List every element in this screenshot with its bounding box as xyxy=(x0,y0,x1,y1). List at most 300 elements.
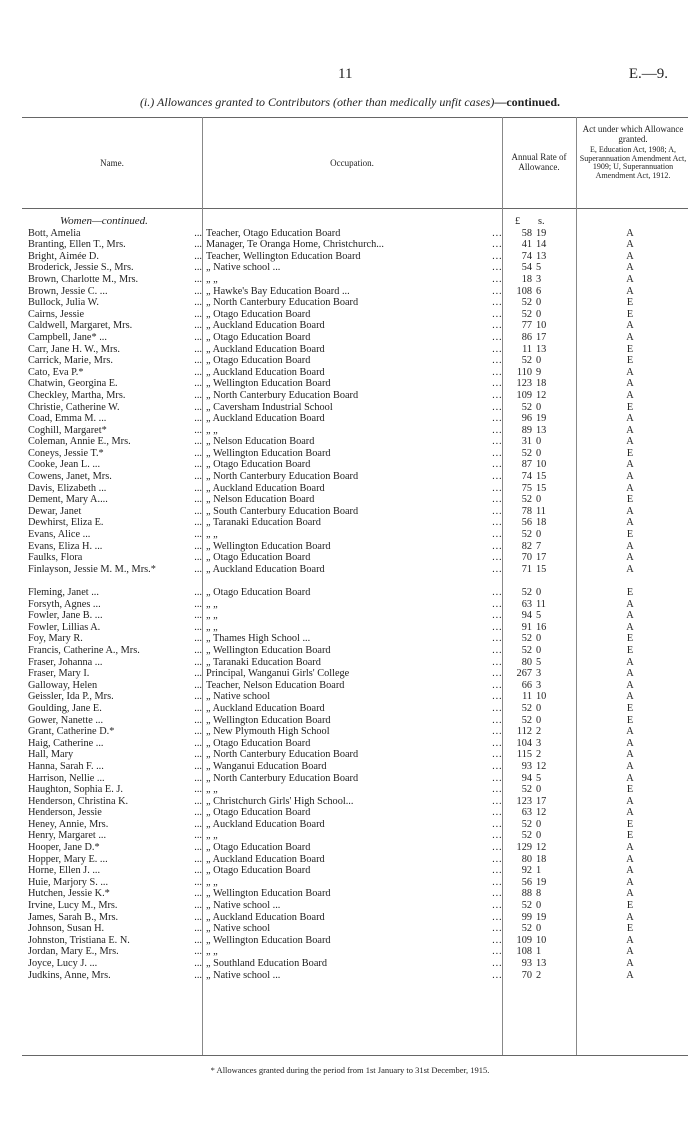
row-act: A xyxy=(626,679,634,691)
table-row xyxy=(0,854,700,866)
row-rate-pounds: 77 xyxy=(521,320,532,332)
leader-dots: ... xyxy=(194,807,202,819)
row-act: E xyxy=(626,714,634,726)
header-act-title: Act under which Allowance granted. xyxy=(582,124,684,144)
row-rate-shillings: 0 xyxy=(536,494,542,506)
row-rate-shillings: 0 xyxy=(536,447,542,459)
row-occupation: „ North Canterbury Education Board xyxy=(206,297,359,309)
leader-dots: ... xyxy=(194,239,202,251)
leader-dots: … xyxy=(491,621,502,633)
row-rate-pounds: 52 xyxy=(521,923,532,935)
row-rate-shillings: 17 xyxy=(536,552,547,564)
row-rate-pounds: 82 xyxy=(521,540,532,552)
row-name: Francis, Catherine A., Mrs. xyxy=(28,644,140,656)
table-row xyxy=(0,738,700,750)
row-act: A xyxy=(626,285,634,297)
leader-dots: ... xyxy=(194,714,202,726)
leader-dots: … xyxy=(491,552,502,564)
leader-dots: ... xyxy=(194,366,202,378)
leader-dots: … xyxy=(491,633,502,645)
leader-dots: ... xyxy=(194,702,202,714)
row-rate-pounds: 86 xyxy=(521,331,532,343)
leader-dots: ... xyxy=(194,459,202,471)
row-rate-pounds: 11 xyxy=(522,691,532,703)
leader-dots: … xyxy=(491,610,502,622)
leader-dots: ... xyxy=(194,679,202,691)
row-rate-shillings: 0 xyxy=(536,784,542,796)
row-act: A xyxy=(626,807,634,819)
row-act: E xyxy=(626,529,634,541)
row-name: Carr, Jane H. W., Mrs. xyxy=(28,343,120,355)
leader-dots: ... xyxy=(194,273,202,285)
row-occupation: „ Wellington Education Board xyxy=(206,934,331,946)
row-name: Geissler, Ida P., Mrs. xyxy=(28,691,114,703)
row-act: A xyxy=(626,749,634,761)
leader-dots: … xyxy=(491,227,502,239)
row-rate-pounds: 52 xyxy=(521,355,532,367)
row-act: A xyxy=(626,471,634,483)
leader-dots: ... xyxy=(194,285,202,297)
leader-dots: ... xyxy=(194,621,202,633)
row-rate-shillings: 0 xyxy=(536,308,542,320)
leader-dots: … xyxy=(491,865,502,877)
table-row xyxy=(0,529,700,541)
header-act-key: E, Education Act, 1908; A, Superannuation Amendment Act, 1909; U, Superannuation Amendment Act, 1912. xyxy=(579,145,687,180)
row-rate-shillings: 12 xyxy=(536,807,547,819)
row-name: Forsyth, Agnes ... xyxy=(28,598,101,610)
table-row xyxy=(0,680,700,692)
leader-dots: ... xyxy=(194,737,202,749)
row-rate-shillings: 2 xyxy=(536,969,542,981)
row-rate-pounds: 52 xyxy=(521,494,532,506)
section-row xyxy=(0,216,700,228)
section-label: Women—continued. xyxy=(60,215,148,227)
row-act: A xyxy=(626,366,634,378)
row-name: Campbell, Jane* ... xyxy=(28,331,107,343)
table-row xyxy=(0,448,700,460)
row-occupation: „ „ xyxy=(206,424,218,436)
row-rate-pounds: 52 xyxy=(521,900,532,912)
table-row xyxy=(0,599,700,611)
leader-dots: ... xyxy=(194,853,202,865)
leader-dots: … xyxy=(491,297,502,309)
row-occupation: „ Otago Education Board xyxy=(206,331,311,343)
table-row xyxy=(0,436,700,448)
row-occupation: „ Native school ... xyxy=(206,969,281,981)
table-row xyxy=(0,970,700,982)
table-row xyxy=(0,320,700,332)
leader-dots: ... xyxy=(194,494,202,506)
table-row xyxy=(0,274,700,286)
leader-dots: ... xyxy=(194,818,202,830)
table-row xyxy=(0,796,700,808)
row-act: A xyxy=(626,876,634,888)
leader-dots: ... xyxy=(194,320,202,332)
leader-dots: ... xyxy=(194,297,202,309)
leader-dots: … xyxy=(491,447,502,459)
table-row xyxy=(0,297,700,309)
leader-dots: … xyxy=(491,934,502,946)
row-name: Hooper, Jane D.* xyxy=(28,842,100,854)
table-row xyxy=(0,413,700,425)
leader-dots: ... xyxy=(194,505,202,517)
row-rate-pounds: 123 xyxy=(516,378,532,390)
row-act: E xyxy=(626,900,634,912)
row-act: E xyxy=(626,343,634,355)
table-row xyxy=(0,784,700,796)
row-rate-pounds: 52 xyxy=(521,447,532,459)
row-act: E xyxy=(626,830,634,842)
row-rate-pounds: 74 xyxy=(521,250,532,262)
row-name: Haughton, Sophia E. J. xyxy=(28,784,123,796)
row-act: A xyxy=(626,389,634,401)
row-act: E xyxy=(626,702,634,714)
leader-dots: ... xyxy=(194,911,202,923)
row-name: Cairns, Jessie xyxy=(28,308,85,320)
row-act: A xyxy=(626,413,634,425)
row-act: A xyxy=(626,239,634,251)
table-row xyxy=(0,344,700,356)
leader-dots: … xyxy=(491,946,502,958)
row-occupation: „ „ xyxy=(206,876,218,888)
leader-dots: … xyxy=(491,424,502,436)
row-act: E xyxy=(626,784,634,796)
row-rate-shillings: 19 xyxy=(536,911,547,923)
row-name: Hall, Mary xyxy=(28,749,74,761)
row-name: Evans, Alice ... xyxy=(28,529,91,541)
table-top-rule xyxy=(22,117,688,118)
row-rate-shillings: 9 xyxy=(536,366,542,378)
leader-dots: … xyxy=(491,587,502,598)
table-row xyxy=(0,668,700,680)
row-rate-shillings: 0 xyxy=(536,702,542,714)
row-occupation: „ Auckland Education Board xyxy=(206,343,325,355)
row-occupation: „ North Canterbury Education Board xyxy=(206,389,359,401)
table-row xyxy=(0,830,700,842)
row-rate-shillings: 18 xyxy=(536,378,547,390)
leader-dots: ... xyxy=(194,540,202,552)
row-rate-shillings: 0 xyxy=(536,587,542,598)
leader-dots: ... xyxy=(194,482,202,494)
row-rate-shillings: 10 xyxy=(536,691,547,703)
table-row xyxy=(0,819,700,831)
footnote: * Allowances granted during the period from 1st January to 31st December, 1915. xyxy=(210,1065,490,1075)
row-name: Judkins, Anne, Mrs. xyxy=(28,969,111,981)
leader-dots: ... xyxy=(194,784,202,796)
leader-dots: … xyxy=(491,331,502,343)
row-rate-pounds: 52 xyxy=(521,714,532,726)
table-row xyxy=(0,494,700,506)
row-rate-pounds: 52 xyxy=(521,529,532,541)
row-name: Dewhirst, Eliza E. xyxy=(28,517,104,529)
leader-dots: … xyxy=(491,250,502,262)
row-rate-shillings: 0 xyxy=(536,401,542,413)
row-name: Davis, Elizabeth ... xyxy=(28,482,107,494)
row-act: A xyxy=(626,934,634,946)
table-row xyxy=(0,946,700,958)
leader-dots: … xyxy=(491,749,502,761)
table-row xyxy=(0,761,700,773)
table-row xyxy=(0,749,700,761)
row-rate-shillings: 15 xyxy=(536,471,547,483)
table-row xyxy=(0,587,700,599)
row-occupation: Teacher, Nelson Education Board xyxy=(206,679,345,691)
table-row xyxy=(0,842,700,854)
row-rate-shillings: 0 xyxy=(536,644,542,656)
row-name: Broderick, Jessie S., Mrs. xyxy=(28,262,134,274)
table-row xyxy=(0,459,700,471)
row-rate-shillings: 11 xyxy=(536,505,546,517)
row-rate-shillings: 13 xyxy=(536,424,547,436)
leader-dots: ... xyxy=(194,331,202,343)
row-occupation: „ New Plymouth High School xyxy=(206,726,330,738)
table-row xyxy=(0,912,700,924)
row-rate-shillings: 12 xyxy=(536,389,547,401)
row-occupation: „ Auckland Education Board xyxy=(206,320,325,332)
row-occupation: „ Auckland Education Board xyxy=(206,911,325,923)
row-occupation: „ Otago Education Board xyxy=(206,842,311,854)
row-rate-pounds: 54 xyxy=(521,262,532,274)
row-act: E xyxy=(626,447,634,459)
row-occupation: „ Wellington Education Board xyxy=(206,540,331,552)
row-occupation: Teacher, Otago Education Board xyxy=(206,227,341,239)
leader-dots: … xyxy=(491,842,502,854)
row-occupation: „ Taranaki Education Board xyxy=(206,517,321,529)
table-row xyxy=(0,541,700,553)
row-rate-shillings: 15 xyxy=(536,482,547,494)
row-name: Bullock, Julia W. xyxy=(28,297,99,309)
row-rate-pounds: 71 xyxy=(521,563,532,575)
leader-dots: ... xyxy=(194,389,202,401)
row-rate-shillings: 1 xyxy=(536,865,542,877)
row-name: Finlayson, Jessie M. M., Mrs.* xyxy=(28,563,156,575)
row-act: A xyxy=(626,227,634,239)
row-act: E xyxy=(626,923,634,935)
leader-dots: ... xyxy=(194,447,202,459)
row-name: Huie, Marjory S. ... xyxy=(28,876,109,888)
leader-dots: … xyxy=(491,401,502,413)
leader-dots: ... xyxy=(194,644,202,656)
row-rate-shillings: 14 xyxy=(536,239,547,251)
row-name: Hutchen, Jessie K.* xyxy=(28,888,110,900)
row-rate-shillings: 5 xyxy=(536,610,542,622)
table-row xyxy=(0,564,700,587)
table-row xyxy=(0,286,700,298)
row-act: A xyxy=(626,621,634,633)
row-rate-pounds: 96 xyxy=(521,413,532,425)
leader-dots: ... xyxy=(194,946,202,958)
row-occupation: „ Auckland Education Board xyxy=(206,413,325,425)
row-rate-pounds: 89 xyxy=(521,424,532,436)
row-name: Cooke, Jean L. ... xyxy=(28,459,101,471)
leader-dots: … xyxy=(491,668,502,680)
row-name: Irvine, Lucy M., Mrs. xyxy=(28,900,118,912)
leader-dots: … xyxy=(491,355,502,367)
row-rate-shillings: 0 xyxy=(536,818,542,830)
row-occupation: „ „ xyxy=(206,621,218,633)
row-name: Bott, Amelia xyxy=(28,227,81,239)
table-row xyxy=(0,378,700,390)
row-rate-shillings: 0 xyxy=(536,355,542,367)
row-act: A xyxy=(626,911,634,923)
leader-dots: ... xyxy=(194,436,202,448)
row-rate-shillings: 2 xyxy=(536,726,542,738)
table-row xyxy=(0,923,700,935)
row-rate-pounds: 52 xyxy=(521,297,532,309)
row-name: Johnson, Susan H. xyxy=(28,923,105,935)
table-row xyxy=(0,332,700,344)
row-name: Gower, Nanette ... xyxy=(28,714,104,726)
row-name: Fraser, Johanna ... xyxy=(28,656,103,668)
row-name: Coad, Emma M. ... xyxy=(28,413,107,425)
row-act: A xyxy=(626,888,634,900)
row-rate-shillings: 10 xyxy=(536,934,547,946)
row-act: A xyxy=(626,853,634,865)
row-rate-pounds: 74 xyxy=(521,471,532,483)
row-occupation: „ Otago Education Board xyxy=(206,552,311,564)
row-occupation: „ Otago Education Board xyxy=(206,807,311,819)
leader-dots: ... xyxy=(194,227,202,239)
row-rate-shillings: 6 xyxy=(536,285,542,297)
row-rate-shillings: 2 xyxy=(536,749,542,761)
leader-dots: … xyxy=(491,656,502,668)
row-act: E xyxy=(626,633,634,645)
row-rate-shillings: 10 xyxy=(536,459,547,471)
leader-dots: … xyxy=(491,262,502,274)
row-act: A xyxy=(626,598,634,610)
row-act: A xyxy=(626,331,634,343)
row-name: Cato, Eva P.* xyxy=(28,366,84,378)
leader-dots: … xyxy=(491,876,502,888)
row-act: A xyxy=(626,946,634,958)
table-row xyxy=(0,865,700,877)
row-name: Heney, Annie, Mrs. xyxy=(28,818,109,830)
row-rate-pounds: 115 xyxy=(516,749,532,761)
header-bottom-rule xyxy=(22,208,688,209)
row-occupation: „ Taranaki Education Board xyxy=(206,656,321,668)
table-row xyxy=(0,633,700,645)
row-act: A xyxy=(626,760,634,772)
leader-dots: ... xyxy=(194,969,202,981)
row-act: A xyxy=(626,378,634,390)
row-rate-pounds: 88 xyxy=(521,888,532,900)
row-occupation: „ Southland Education Board xyxy=(206,958,327,969)
leader-dots: … xyxy=(491,818,502,830)
row-name: Brown, Charlotte M., Mrs. xyxy=(28,273,139,285)
leader-dots: ... xyxy=(194,726,202,738)
leader-dots: ... xyxy=(194,308,202,320)
leader-dots: … xyxy=(491,366,502,378)
row-occupation: „ Otago Education Board xyxy=(206,308,311,320)
row-rate-shillings: 3 xyxy=(536,679,542,691)
row-act: A xyxy=(626,726,634,738)
row-occupation: Principal, Wanganui Girls' College xyxy=(206,668,350,680)
row-rate-shillings: 8 xyxy=(536,888,542,900)
row-rate-shillings: 0 xyxy=(536,830,542,842)
row-name: Johnston, Tristiana E. N. xyxy=(28,934,130,946)
row-rate-pounds: 78 xyxy=(521,505,532,517)
table-row xyxy=(0,367,700,379)
units-shillings: s. xyxy=(538,216,545,227)
leader-dots: ... xyxy=(194,795,202,807)
leader-dots: ... xyxy=(194,923,202,935)
row-act: A xyxy=(626,610,634,622)
row-name: Foy, Mary R. xyxy=(28,633,83,645)
row-rate-shillings: 5 xyxy=(536,262,542,274)
row-rate-pounds: 110 xyxy=(516,366,532,378)
table-title-continued: —continued. xyxy=(494,95,561,109)
row-rate-shillings: 13 xyxy=(536,958,547,969)
row-act: A xyxy=(626,262,634,274)
row-name: Bright, Aimée D. xyxy=(28,250,99,262)
table-row xyxy=(0,622,700,634)
row-name: Henry, Margaret ... xyxy=(28,830,107,842)
leader-dots: ... xyxy=(194,888,202,900)
leader-dots: … xyxy=(491,958,502,969)
leader-dots: ... xyxy=(194,772,202,784)
row-occupation: „ Otago Education Board xyxy=(206,587,311,598)
table-row xyxy=(0,355,700,367)
row-name: Fleming, Janet ... xyxy=(28,587,99,598)
row-occupation: „ „ xyxy=(206,946,218,958)
row-rate-shillings: 11 xyxy=(536,598,546,610)
leader-dots: ... xyxy=(194,471,202,483)
leader-dots: … xyxy=(491,285,502,297)
row-act: E xyxy=(626,818,634,830)
table-row xyxy=(0,807,700,819)
row-rate-shillings: 7 xyxy=(536,540,542,552)
row-act: E xyxy=(626,401,634,413)
table-row xyxy=(0,262,700,274)
row-name: Hopper, Mary E. ... xyxy=(28,853,108,865)
table-row xyxy=(0,552,700,564)
row-act: A xyxy=(626,540,634,552)
table-row xyxy=(0,309,700,321)
row-occupation: „ Christchurch Girls' High School... xyxy=(206,795,354,807)
row-rate-pounds: 108 xyxy=(516,285,532,297)
leader-dots: … xyxy=(491,830,502,842)
leader-dots: ... xyxy=(194,598,202,610)
header-occupation: Occupation. xyxy=(330,158,374,168)
row-name: Caldwell, Margaret, Mrs. xyxy=(28,320,133,332)
leader-dots: … xyxy=(491,320,502,332)
row-rate-pounds: 112 xyxy=(516,726,532,738)
leader-dots: … xyxy=(491,598,502,610)
row-act: A xyxy=(626,459,634,471)
row-act: A xyxy=(626,656,634,668)
row-act: E xyxy=(626,297,634,309)
row-act: A xyxy=(626,424,634,436)
row-name: Hanna, Sarah F. ... xyxy=(28,760,104,772)
row-rate-pounds: 41 xyxy=(521,239,532,251)
leader-dots: … xyxy=(491,563,502,575)
row-occupation: „ Otago Education Board xyxy=(206,865,311,877)
row-name: Brown, Jessie C. ... xyxy=(28,285,108,297)
row-occupation: „ Otago Education Board xyxy=(206,459,311,471)
row-rate-shillings: 15 xyxy=(536,563,547,575)
table-row xyxy=(0,691,700,703)
leader-dots: … xyxy=(491,436,502,448)
table-body xyxy=(0,216,700,981)
row-occupation: Teacher, Wellington Education Board xyxy=(206,250,361,262)
leader-dots: … xyxy=(491,239,502,251)
leader-dots: … xyxy=(491,343,502,355)
row-rate-pounds: 108 xyxy=(516,946,532,958)
leader-dots: … xyxy=(491,923,502,935)
leader-dots: … xyxy=(491,494,502,506)
row-occupation: „ Auckland Education Board xyxy=(206,563,325,575)
table-row xyxy=(0,251,700,263)
